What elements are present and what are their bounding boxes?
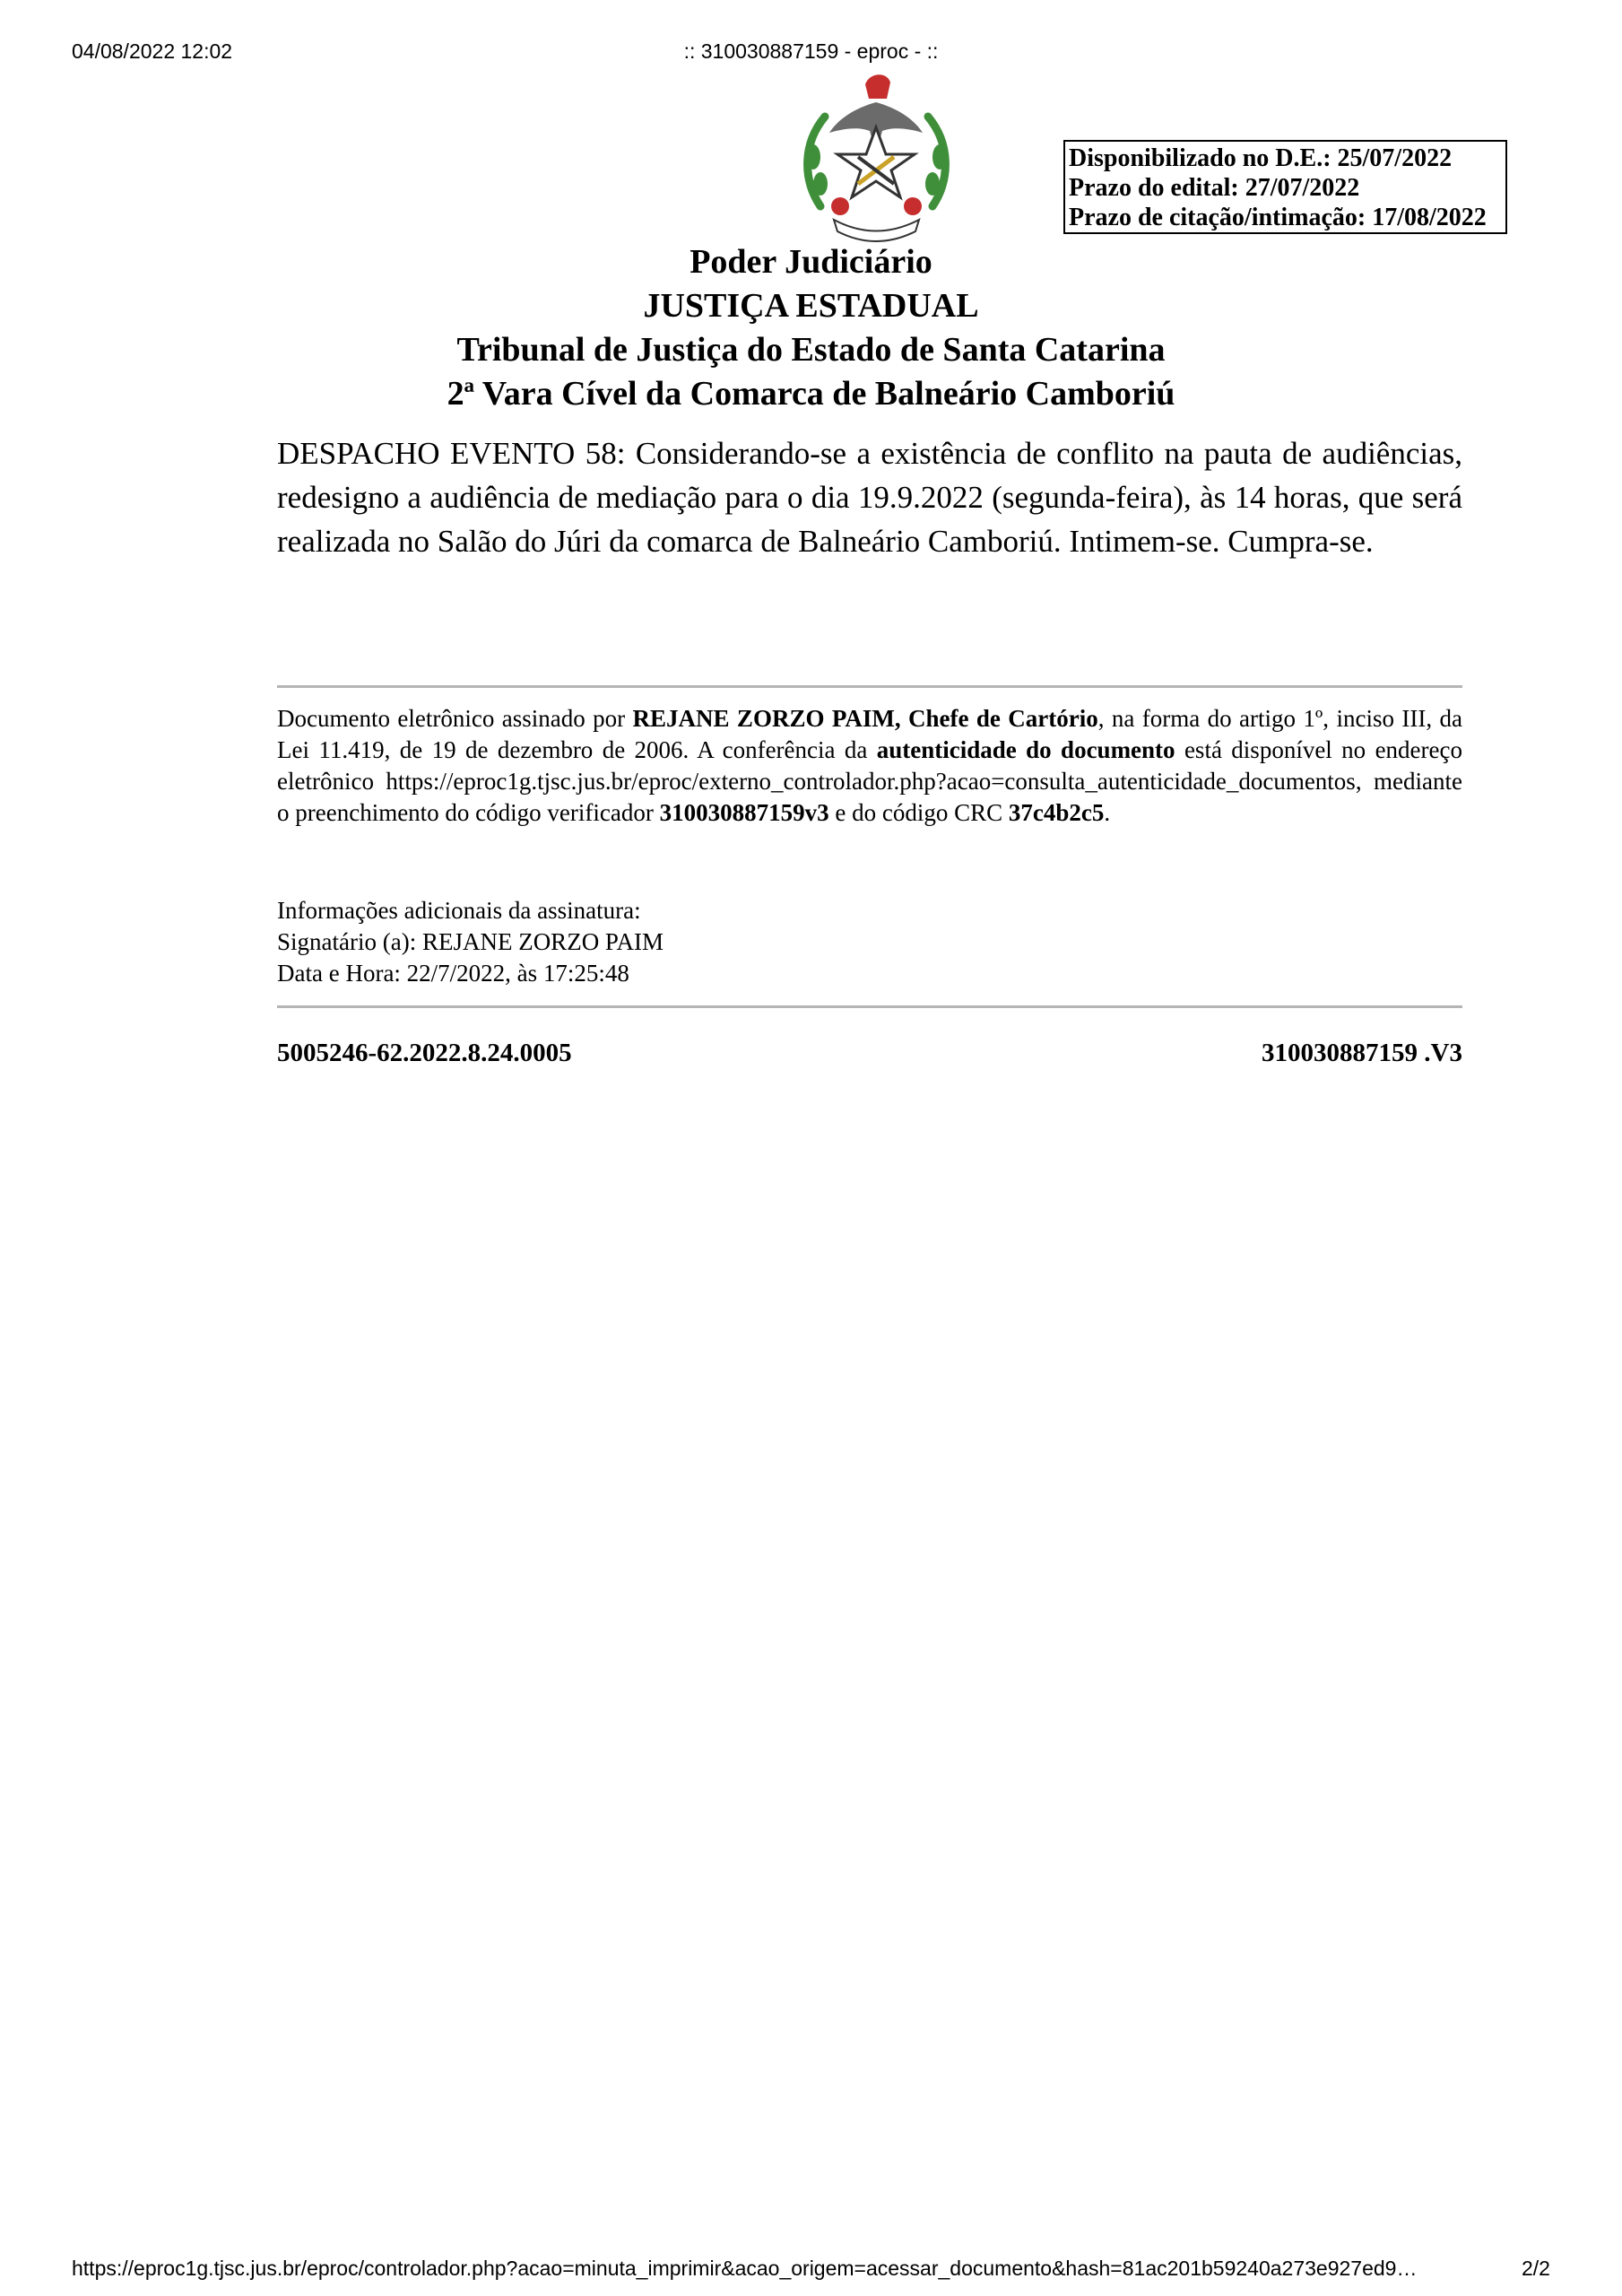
- crc-code: 37c4b2c5: [1008, 799, 1105, 826]
- verifier-code: 310030887159v3: [659, 799, 829, 826]
- divider: [277, 685, 1462, 688]
- print-datetime: 04/08/2022 12:02: [72, 39, 233, 63]
- heading-vara: 2ª Vara Cível da Comarca de Balneário Camboriú: [447, 375, 1175, 413]
- divider: [277, 1005, 1462, 1008]
- document-version: 310030887159 .V3: [1262, 1039, 1462, 1067]
- info-title: Informações adicionais da assinatura:: [277, 897, 641, 924]
- process-number: 5005246-62.2022.8.24.0005: [277, 1039, 572, 1067]
- despacho-text: DESPACHO EVENTO 58: Considerando-se a existência de conflito na pauta de audiências, redesigno a audiência de mediação para o dia 19.9.2022 (segunda-feira), às 14 horas, que será realizada no Salão do Júri da comarca de Balneário Camboriú. Intimem-se. Cumpra-se.: [277, 436, 1462, 559]
- edict-deadline: Prazo do edital: 27/07/2022: [1069, 174, 1360, 202]
- document-heading: [0, 240, 1622, 416]
- signature-additional-info: [277, 895, 1462, 989]
- publication-deadlines-box: [1063, 140, 1507, 234]
- heading-court: Tribunal de Justiça do Estado de Santa Catarina: [456, 331, 1166, 369]
- signature-statement: Documento eletrônico assinado por REJANE ZORZO PAIM, Chefe de Cartório, na forma do artigo 1º, inciso III, da Lei 11.419, de 19 de dezembro de 2006. A conferência da autenticidade do documento está disponível no endereço eletrônico https://eproc1g.tjsc.jus.br/eproc/externo_controlador.php?acao=consulta_autenticidade_documentos, mediante o preenchimento do código verificador 310030887159v3 e do código CRC 37c4b2c5.: [277, 705, 1462, 826]
- state-coat-of-arms-icon: [794, 72, 959, 242]
- print-page-title: :: 310030887159 - eproc - ::: [683, 39, 939, 63]
- print-page-number: 2/2: [1522, 2257, 1550, 2280]
- citation-deadline: Prazo de citação/intimação: 17/08/2022: [1069, 204, 1487, 231]
- print-url: https://eproc1g.tjsc.jus.br/eproc/controlador.php?acao=minuta_imprimir&acao_origem=acessar_documento&hash=81ac201b59240a273e927ed9…: [72, 2257, 1418, 2280]
- availability-date: Disponibilizado no D.E.: 25/07/2022: [1069, 144, 1453, 172]
- authenticity-label: autenticidade do documento: [876, 736, 1175, 763]
- heading-justice: JUSTIÇA ESTADUAL: [643, 287, 979, 325]
- signer-name: REJANE ZORZO PAIM, Chefe de Cartório: [632, 705, 1098, 732]
- print-header: [0, 39, 1622, 68]
- info-signatory: Signatário (a): REJANE ZORZO PAIM: [277, 928, 664, 955]
- heading-power: Poder Judiciário: [690, 243, 932, 281]
- print-footer: [0, 2257, 1622, 2285]
- info-datetime: Data e Hora: 22/7/2022, às 17:25:48: [277, 960, 629, 987]
